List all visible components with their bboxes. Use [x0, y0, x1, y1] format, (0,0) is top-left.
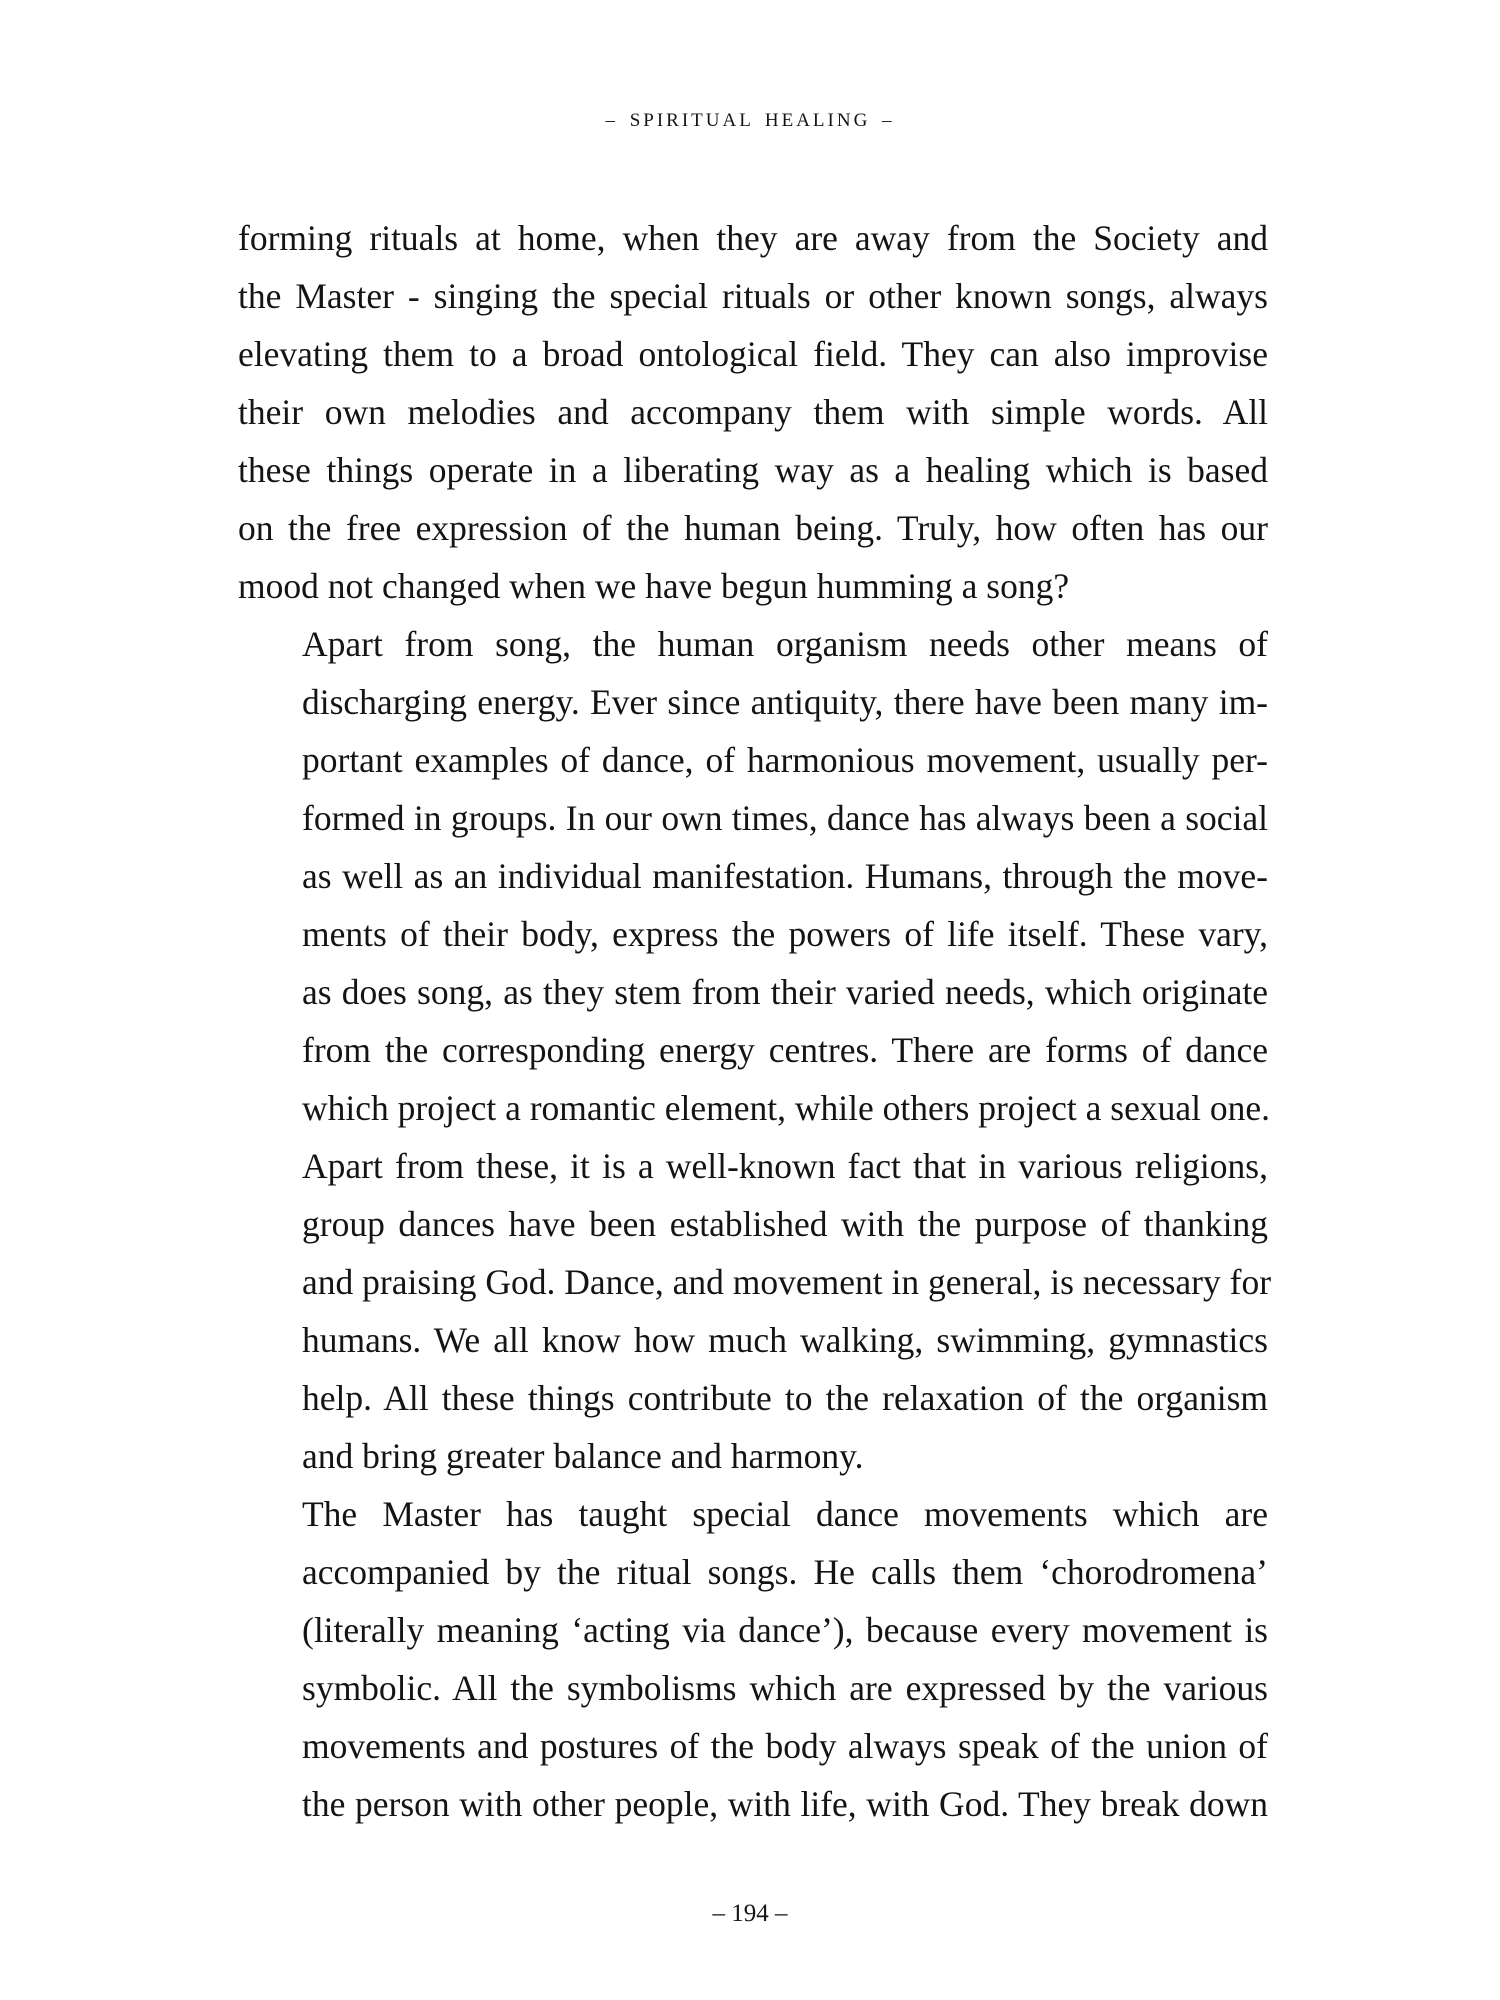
- text-line: humans. We all know how much walking, swimming, gymnastics: [302, 1320, 1268, 1360]
- text-line: portant examples of dance, of harmonious movement, usually per-: [302, 740, 1268, 780]
- text-line: elevating them to a broad ontological field. They can also improvise: [238, 334, 1268, 374]
- text-line: on the free expression of the human being. Truly, how often has our: [238, 508, 1268, 548]
- body-text: [238, 209, 1272, 1833]
- paragraph-3: [238, 1485, 1268, 1833]
- text-line: accompanied by the ritual songs. He calls them ‘chorodromena’: [302, 1552, 1268, 1592]
- text-line: Apart from song, the human organism needs other means of: [302, 624, 1268, 664]
- text-line: from the corresponding energy centres. There are forms of dance: [302, 1030, 1268, 1070]
- text-line: ments of their body, express the powers of life itself. These vary,: [302, 914, 1268, 954]
- text-line: symbolic. All the symbolisms which are expressed by the various: [302, 1668, 1268, 1708]
- text-line: the Master - singing the special rituals or other known songs, always: [238, 276, 1268, 316]
- text-line: help. All these things contribute to the relaxation of the organism: [302, 1378, 1268, 1418]
- text-line: and bring greater balance and harmony.: [302, 1436, 864, 1476]
- text-line: formed in groups. In our own times, dance has always been a social: [302, 798, 1268, 838]
- text-line: mood not changed when we have begun humming a song?: [238, 566, 1070, 606]
- text-line: forming rituals at home, when they are away from the Society and: [238, 218, 1268, 258]
- text-line: as well as an individual manifestation. Humans, through the move-: [302, 856, 1268, 896]
- text-line: and praising God. Dance, and movement in general, is necessary for: [302, 1262, 1272, 1302]
- text-line: as does song, as they stem from their varied needs, which originate: [302, 972, 1268, 1012]
- text-line: discharging energy. Ever since antiquity, there have been many im-: [302, 682, 1268, 722]
- text-line: movements and postures of the body always speak of the union of: [302, 1726, 1268, 1766]
- paragraph-1: [238, 209, 1268, 615]
- text-line: The Master has taught special dance movements which are: [302, 1494, 1268, 1534]
- text-line: Apart from these, it is a well-known fact that in various religions,: [302, 1146, 1268, 1186]
- running-header: – SPIRITUAL HEALING –: [605, 110, 895, 131]
- text-line: the person with other people, with life, with God. They break down: [302, 1784, 1268, 1824]
- page-number: – 194 –: [712, 1900, 788, 1927]
- text-line: these things operate in a liberating way as a healing which is based: [238, 450, 1268, 490]
- text-line: which project a romantic element, while others project a sexual one.: [302, 1088, 1270, 1128]
- paragraph-2: [238, 615, 1272, 1485]
- text-line: their own melodies and accompany them with simple words. All: [238, 392, 1268, 432]
- text-line: (literally meaning ‘acting via dance’), because every movement is: [302, 1610, 1268, 1650]
- text-line: group dances have been established with the purpose of thanking: [302, 1204, 1268, 1244]
